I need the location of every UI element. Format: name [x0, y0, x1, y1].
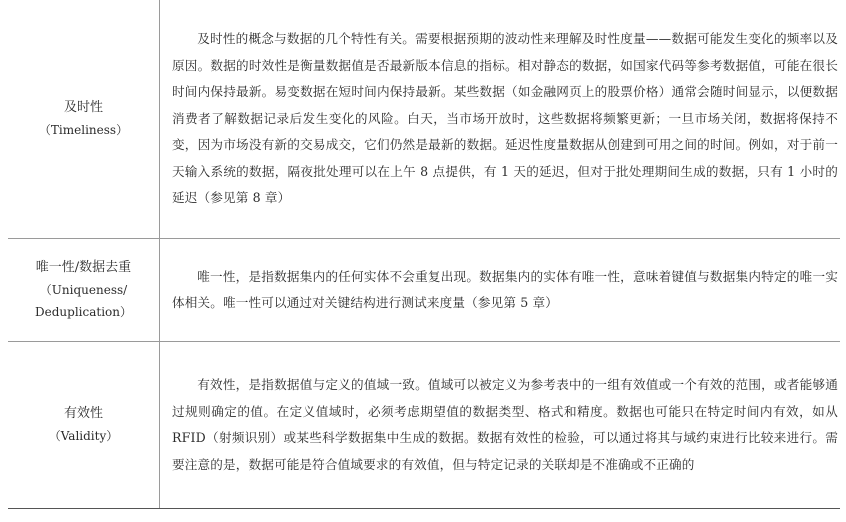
- term-name-zh: 唯一性/数据去重: [35, 260, 132, 275]
- term-name-en-line1: （Uniqueness/: [39, 283, 128, 297]
- term-name-zh: 及时性: [63, 100, 103, 115]
- term-description: 有效性，是指数据值与定义的值域一致。值域可以被定义为参考表中的一组有效值或一个有效的范围，或者能够通过规则确定的值。在定义值域时，必须考虑期望值的数据类型、格式和精度。数据也可能只在特定时间内有效，如从 RFID（射频识别）或某些科学数据集中生成的数据。数据有效性的检验，可以通过将其与域约束进行比较来进行。需要注意的是，数据可能是符合值域要求的有效值，但与特定记录的关联却是不准确或不正确的: [172, 377, 838, 472]
- description-cell-timeliness: [160, 0, 841, 239]
- term-cell-validity: [8, 342, 160, 509]
- term-cell-uniqueness: [8, 239, 160, 342]
- term-name-en: （Timeliness）: [38, 123, 129, 137]
- data-quality-dimensions-table: [8, 0, 840, 509]
- term-description: 唯一性，是指数据集内的任何实体不会重复出现。数据集内的实体有唯一性，意味着键值与数据集内特定的唯一实体相关。唯一性可以通过对关键结构进行测试来度量（参见第 5 章）: [172, 268, 838, 310]
- table-row-timeliness: [8, 0, 840, 239]
- description-cell-uniqueness: [160, 239, 841, 342]
- term-name-en-line2: Deduplication）: [35, 305, 132, 319]
- term-description: 及时性的概念与数据的几个特性有关。需要根据预期的波动性来理解及时性度量——数据可能发生变化的频率以及原因。数据的时效性是衡量数据值是否最新版本信息的指标。相对静态的数据，如国家代码等参考数据值，可能在很长时间内保持最新。易变数据在短时间内保持最新。某些数据（如金融网页上的股票价格）通常会随时间显示，以便数据消费者了解数据记录后发生变化的风险。白天，当市场开放时，这些数据将频繁更新；一旦市场关闭，数据将保持不变，因为市场没有新的交易成交，它们仍然是最新的数据。延迟性度量数据从创建到可用之间的时间。例如，对于前一天输入系统的数据，隔夜批处理可以在上午 8 点提供，有 1 天的延迟，但对于批处理期间生成的数据，只有 1 小时的延迟（参见第 8 章）: [172, 31, 838, 206]
- term-name-en: （Validity）: [48, 429, 119, 443]
- table-row-uniqueness: [8, 239, 840, 342]
- description-cell-validity: [160, 342, 841, 509]
- term-name-zh: 有效性: [63, 406, 103, 421]
- table-row-validity: [8, 342, 840, 509]
- term-cell-timeliness: [8, 0, 160, 239]
